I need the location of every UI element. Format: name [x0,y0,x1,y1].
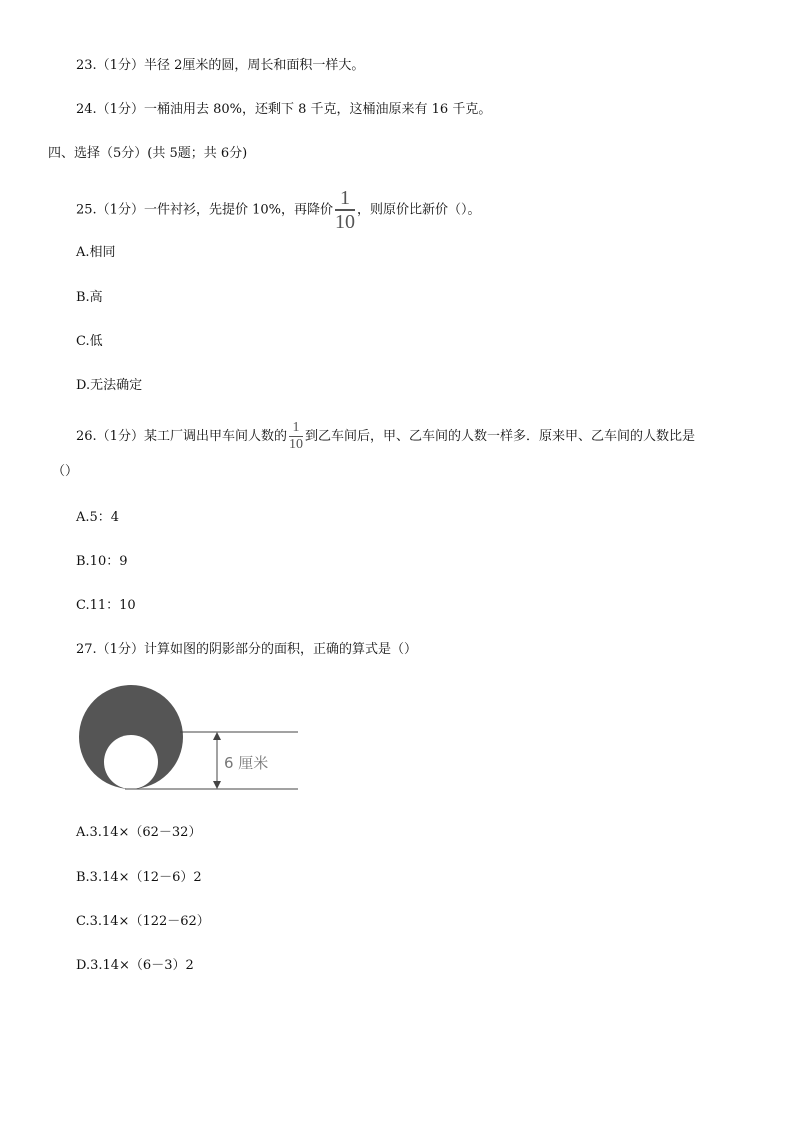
q26-option-a: A.5：4 [76,510,120,525]
fraction-numerator: 1 [292,419,300,435]
small-circle-white [104,735,158,789]
question-23: 23.（1分）半径 2厘米的圆，周长和面积一样大。 [76,58,365,73]
fraction-denominator: 10 [288,437,303,453]
q26-option-c: C.11：10 [76,598,136,613]
q27-option-a: A.3.14×（62－32） [76,825,202,840]
q26-option-b: B.10：9 [76,554,128,569]
question-25-text-after: ，则原价比新价（）。 [356,202,481,218]
section-title: 四、选择（5分）(共 5题；共 6分) [48,146,248,161]
question-26-line2: （） [52,464,79,479]
q25-option-b: B.高 [76,290,103,305]
arrow-up-icon [213,732,221,740]
q25-option-d: D.无法确定 [76,378,143,393]
q25-option-a: A.相同 [76,245,116,260]
q27-option-c: C.3.14×（122－62） [76,914,210,929]
arrow-down-icon [213,781,221,789]
question-26-text-after: 到乙车间后，甲、乙车间的人数一样多．原来甲、乙车间的人数比是 [304,429,695,444]
fraction-denominator: 10 [334,210,355,233]
question-24: 24.（1分）一桶油用去 80%，还剩下 8 千克，这桶油原来有 16 千克。 [76,102,492,117]
q25-option-c: C.低 [76,334,103,349]
fraction-one-tenth [335,188,355,232]
question-25-text-before: 25.（1分）一件衬衫，先提价 10%，再降价 [76,202,333,218]
question-26 [76,420,695,454]
q27-option-d: D.3.14×（6－3）2 [76,958,194,973]
shaded-circle-figure [70,680,310,800]
question-27: 27.（1分）计算如图的阴影部分的面积，正确的算式是（） [76,642,417,657]
question-26-text-before: 26.（1分）某工厂调出甲车间人数的 [76,429,287,444]
fraction-one-tenth [289,421,303,453]
q27-option-b: B.3.14×（12－6）2 [76,870,202,885]
question-25 [76,188,481,232]
dimension-label: 6 厘米 [224,754,269,772]
fraction-numerator: 1 [339,187,350,209]
